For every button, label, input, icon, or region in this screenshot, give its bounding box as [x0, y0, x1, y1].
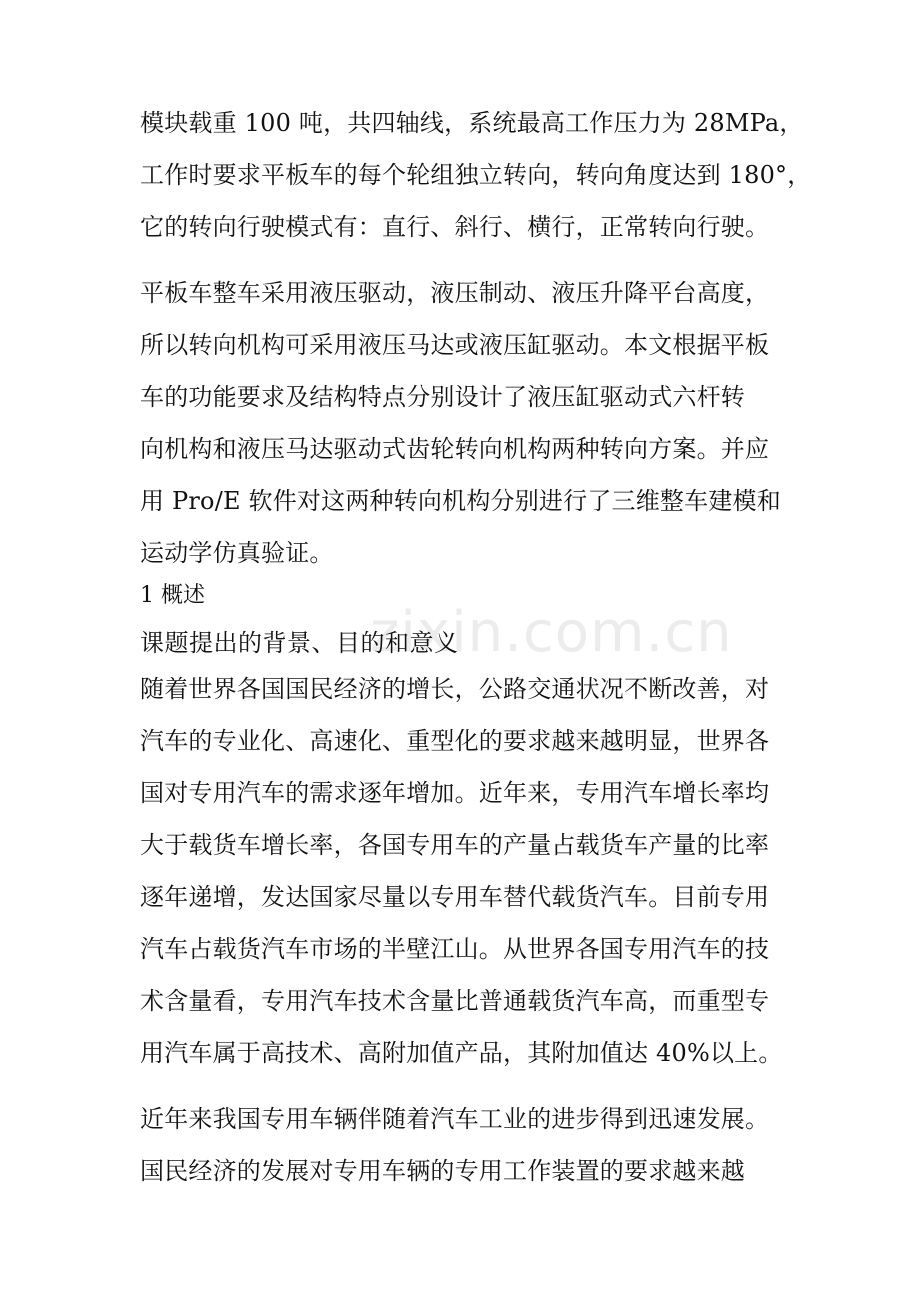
paragraph-2: [140, 278, 785, 568]
faint-spacer: [140, 1078, 785, 1090]
paragraph-4: [140, 1104, 785, 1186]
document-body: [140, 108, 812, 1186]
text-line: 车的功能要求及结构特点分别设计了液压缸驱动式六杆转: [140, 383, 745, 411]
text-line: 用 Pro/E 软件对这两种转向机构分别进行了三维整车建模和: [140, 487, 781, 515]
text-line: 工作时要求平板车的每个轮组独立转向，转向角度达到 180°，: [140, 161, 812, 189]
section-heading: 课题提出的背景、目的和意义: [140, 629, 459, 657]
text-line: 近年来我国专用车辆伴随着汽车工业的进步得到迅速发展。: [140, 1105, 770, 1133]
section-number: 1 概述: [140, 583, 205, 608]
text-line: 向机构和液压马达驱动式齿轮转向机构两种转向方案。并应: [140, 435, 770, 463]
text-line: 所以转向机构可采用液压马达或液压缸驱动。本文根据平板: [140, 331, 770, 359]
text-line: 术含量看，专用汽车技术含量比普通载货汽车高，而重型专: [140, 987, 770, 1015]
faint-spacer: [140, 252, 785, 264]
text-line: 逐年递增，发达国家尽量以专用车替代载货汽车。目前专用: [140, 883, 770, 911]
text-line: 国对专用汽车的需求逐年增加。近年来，专用汽车增长率均: [140, 779, 770, 807]
paragraph-1: [140, 108, 812, 242]
text-line: 用汽车属于高技术、高附加值产品，其附加值达 40%以上。: [140, 1039, 783, 1067]
watermark: zixin.com.cn: [370, 600, 733, 665]
text-line: 大于载货车增长率，各国专用车的产量占载货车产量的比率: [140, 831, 770, 859]
text-line: 国民经济的发展对专用车辆的专用工作装置的要求越来越: [140, 1157, 745, 1185]
text-line: 它的转向行驶模式有：直行、斜行、横行，正常转向行驶。: [140, 213, 770, 241]
text-line: 平板车整车采用液压驱动，液压制动、液压升降平台高度，: [140, 279, 770, 307]
text-line: 汽车的专业化、高速化、重型化的要求越来越明显，世界各: [140, 727, 770, 755]
text-line: 模块载重 100 吨，共四轴线，系统最高工作压力为 28MPa，: [140, 109, 804, 137]
text-line: 随着世界各国国民经济的增长，公路交通状况不断改善，对: [140, 675, 770, 703]
text-line: 运动学仿真验证。: [140, 539, 334, 567]
text-line: 汽车占载货汽车市场的半壁江山。从世界各国专用汽车的技: [140, 935, 770, 963]
paragraph-3: [140, 674, 785, 1068]
